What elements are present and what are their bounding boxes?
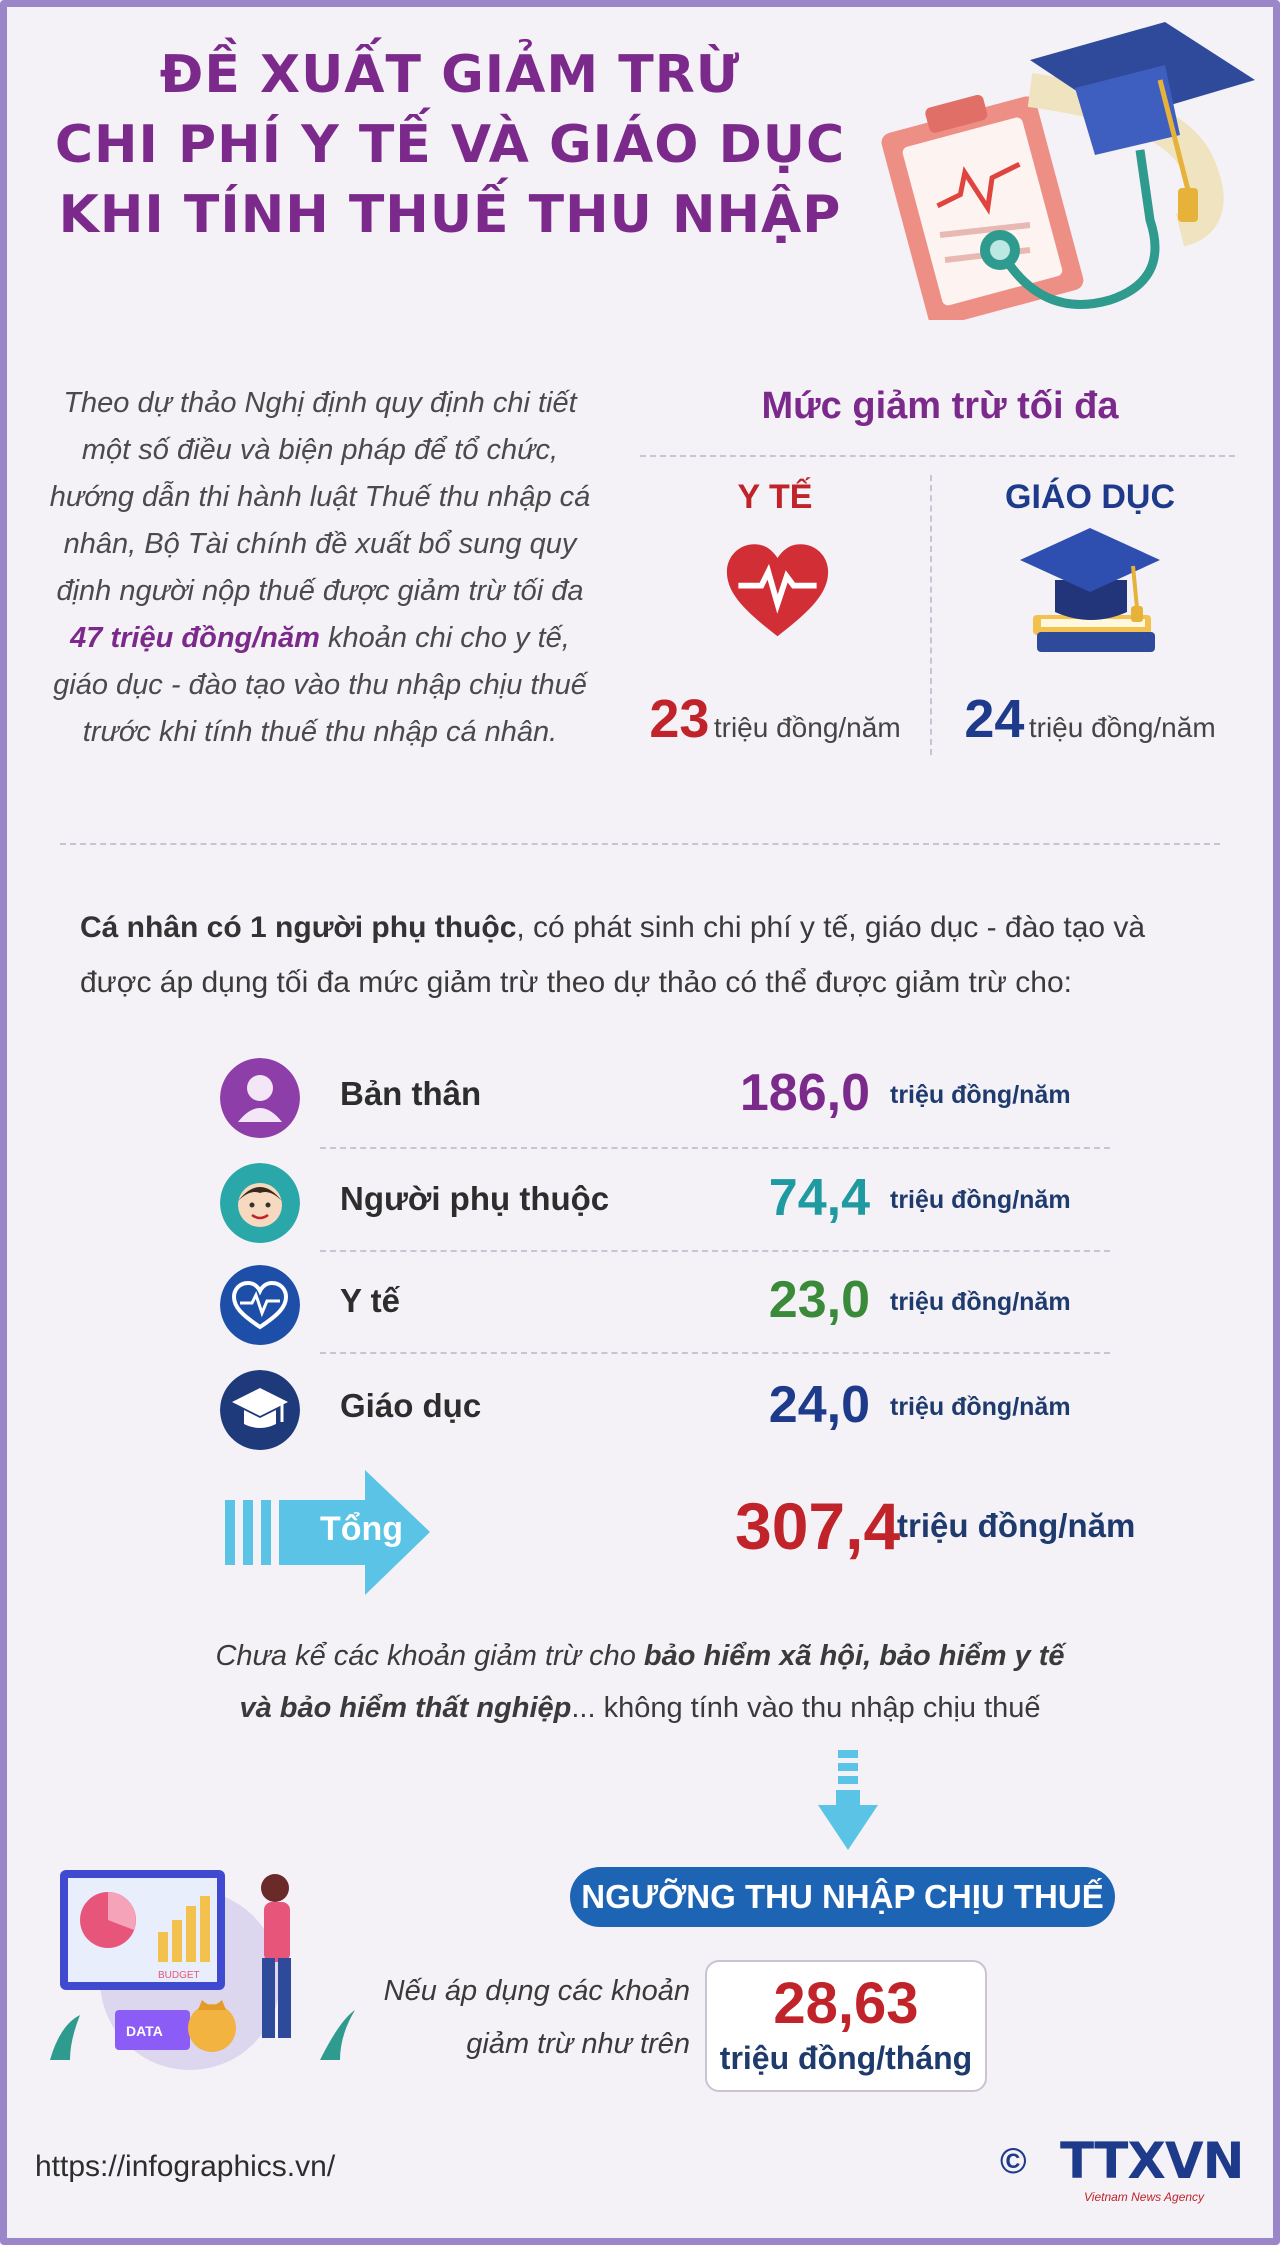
health-max-value [640,688,910,750]
total-value: 307,4 [735,1489,901,1563]
row-unit: triệu đồng/năm [890,1393,1071,1421]
insurance-note [150,1630,1130,1734]
child-icon [220,1163,300,1243]
row-value: 74,4 [768,1169,870,1227]
row-unit: triệu đồng/năm [890,1288,1071,1316]
deduction-row-education [220,1367,1080,1457]
note-bold-1: bảo hiểm xã hội, bảo hiểm y tế [643,1640,1065,1672]
threshold-note-line-2: giảm trừ như trên [466,2028,690,2060]
education-max-value [950,688,1230,750]
lead-bold: Cá nhân có 1 người phụ thuộc [80,911,517,944]
intro-text-before: Theo dự thảo Nghị định quy định chi tiết một số điều và biện pháp để tổ chức, hướng dẫn thi hành luật Thuế thu nhập cá nhân, Bộ Tài chính đề xuất bổ sung quy định người nộp thuế được giảm trừ tối đa [49,387,591,607]
intro-highlight-amount: 47 triệu đồng/năm [70,622,320,654]
max-deduction-title: Mức giảm trừ tối đa [761,385,1119,427]
down-arrow-icon [818,1750,878,1850]
intro-text-after: khoản chi cho y tế, giáo dục - đào tạo vào thu nhập chịu thuế trước khi tính thuế thu nhập cá nhân. [53,622,587,748]
graduation-cap-icon [1015,520,1165,665]
note-bold-2: và bảo hiểm thất nghiệp [239,1692,572,1724]
budget-label: BUDGET [158,1970,200,1981]
logo-subtitle: Vietnam News Agency [1084,2190,1205,2204]
data-label: DATA [126,2023,163,2039]
row-value: 24,0 [768,1376,870,1434]
row-unit: triệu đồng/năm [890,1186,1071,1214]
medical-education-illustration [880,20,1260,320]
total-label: Tổng [320,1510,404,1548]
title-line-1: ĐỀ XUẤT GIẢM TRỪ [159,45,741,105]
title-line-2: CHI PHÍ Y TẾ VÀ GIÁO DỤC [54,115,846,175]
health-amount: 23 [649,689,710,749]
total-unit: triệu đồng/năm [897,1507,1136,1544]
education-unit: triệu đồng/năm [1028,712,1216,743]
row-divider [320,1250,1110,1252]
row-unit: triệu đồng/năm [890,1081,1071,1109]
row-divider [320,1352,1110,1354]
row-value: 186,0 [739,1064,870,1122]
intro-paragraph [40,380,600,756]
threshold-pill: NGƯỠNG THU NHẬP CHỊU THUẾ [570,1867,1115,1927]
note-text-2: ... không tính vào thu nhập chịu thuế [571,1692,1041,1724]
threshold-value: 28,63 [773,1971,919,2036]
row-value: 23,0 [768,1271,870,1329]
deduction-row-dependent [220,1160,1080,1250]
copyright-symbol: © [1000,2140,1027,2181]
education-amount: 24 [964,689,1025,749]
graduation-cap-icon [220,1370,300,1450]
deduction-row-health [220,1262,1080,1352]
row-label: Y tế [340,1282,400,1319]
deduction-row-self [220,1055,1080,1145]
source-url[interactable]: https://infographics.vn/ [35,2150,336,2183]
finance-illustration [40,1860,360,2070]
threshold-note-line-1: Nếu áp dụng các khoản [383,1975,690,2007]
heart-pulse-icon [220,1265,300,1345]
note-text-1: Chưa kể các khoản giảm trừ cho [215,1640,644,1672]
title-line-3: KHI TÍNH THUẾ THU NHẬP [58,185,842,245]
row-label: Giáo dục [340,1387,482,1424]
education-label: GIÁO DỤC [1005,478,1175,516]
logo-text: TTXVN [1060,2132,1244,2190]
person-icon [220,1058,300,1138]
row-label: Người phụ thuộc [340,1180,610,1217]
row-divider [320,1147,1110,1149]
health-unit: triệu đồng/năm [713,712,901,743]
page-title [40,40,860,250]
row-label: Bản thân [340,1075,482,1112]
ttxvn-logo [1000,2132,1250,2212]
threshold-note [380,1965,690,2071]
section-divider [60,843,1220,845]
lead-rest: , có phát sinh chi phí y tế, giáo dục - đào tạo và được áp dụng tối đa mức giảm trừ theo dự thảo có thể được giảm trừ cho: [80,911,1146,999]
health-label: Y TẾ [737,478,813,516]
threshold-value-box [705,1960,987,2092]
lead-paragraph [80,900,1210,1010]
panel-divider [640,455,1235,457]
threshold-unit: triệu đồng/tháng [719,2040,973,2076]
heart-pulse-icon [720,535,835,650]
panel-column-divider [930,475,932,755]
